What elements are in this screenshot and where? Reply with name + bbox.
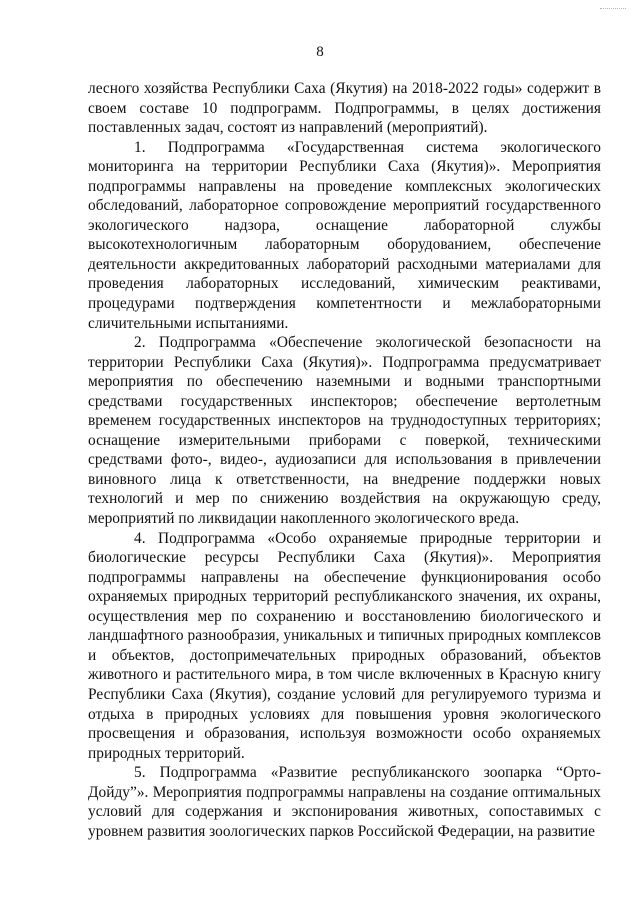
paragraph-subprogram-2: 2. Подпрограмма «Обеспечение экологической безопасности на территории Республики Саха (Якутия)». Подпрограмма предусматривает мероприятия по обеспечению наземными и водными транспортными средствами государственных инспекторов; обеспечение вертолетным временем государственных инспекторов на труднодоступных территориях; оснащение измерительными приборами с поверкой, техническими средствами фото-, видео-, аудиозаписи для использования в привлечении виновного лица к ответственности, на внедрение поддержки новых технологий и мер по снижению воздействия на окружающую среду, мероприятий по ликвидации накопленного экологического вреда. — [88, 334, 601, 528]
paragraph-continuation: лесного хозяйства Республики Саха (Якутия) на 2018-2022 годы» содержит в своем составе 10 подпрограмм. Подпрограммы, в целях достижения поставленных задач, состоят из направлений (мероприятий). — [88, 80, 601, 137]
paragraph-subprogram-5: 5. Подпрограмма «Развитие республиканского зоопарка “Орто-Дойду”». Мероприятия подпрограммы направлены на создание оптимальных условий для содержания и экспонирования животных, сопоставимых с уровнем развития зоологических парков Российской Федерации, на развитие — [88, 764, 601, 840]
paragraph-subprogram-1: 1. Подпрограмма «Государственная система экологического мониторинга на территории Республики Саха (Якутия)». Мероприятия подпрограммы направлены на проведение комплексных экологических обследований, лабораторное сопровождение мероприятий государственного экологического надзора, оснащение лабораторной службы высокотехнологичным лабораторным оборудованием, обеспечение деятельности аккредитованных лабораторий расходными материалами для проведения лабораторных исследований, химическим реактивами, процедурами подтверждения компетентности и межлабораторными сличительными испытаниями. — [88, 138, 601, 332]
paragraph-subprogram-4: 4. Подпрограмма «Особо охраняемые природные территории и биологические ресурсы Республики Саха (Якутия)». Мероприятия подпрограммы направлены на обеспечение функционирования особо охраняемых природных территорий республиканского значения, их охраны, осуществления мер по сохранению и восстановлению биологического и ландшафтного разнообразия, уникальных и типичных природных комплексов и объектов, достопримечательных природных образований, объектов животного и растительного мира, в том числе включенных в Красную книгу Республики Саха (Якутия), создание условий для регулируемого туризма и отдыха в природных условиях для повышения уровня экологического просвещения и образования, используя возможности особо охраняемых природных территорий. — [88, 529, 601, 762]
page-number: 8 — [316, 44, 324, 60]
scan-corner-mark — [600, 8, 626, 10]
document-body — [88, 79, 601, 841]
